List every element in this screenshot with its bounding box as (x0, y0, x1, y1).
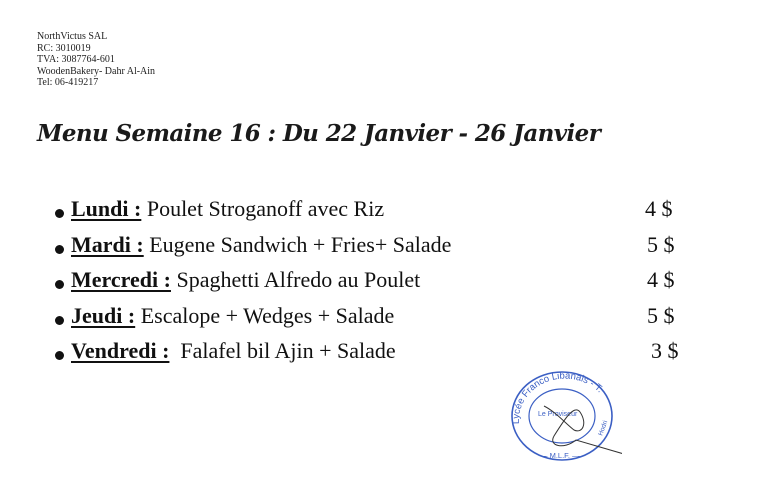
company-rc: RC: 3010019 (37, 42, 91, 54)
menu-price: 4 $ (647, 267, 675, 292)
stamp-top-text: Lycée Franco Libanais - T. (510, 370, 606, 425)
school-stamp (504, 366, 622, 464)
menu-item-text (71, 303, 394, 329)
bullet-icon (55, 245, 64, 254)
bullet-icon (55, 209, 64, 218)
menu-day: Mardi : (71, 231, 144, 257)
company-tva: TVA: 3087764-601 (37, 54, 115, 65)
menu-title: Menu Semaine 16 : Du 22 Janvier - 26 Janvier (37, 120, 601, 147)
menu-item-text (71, 196, 384, 222)
menu-item-mardi (55, 232, 695, 268)
company-address: WoodenBakery- Dahr Al-Ain (37, 65, 156, 77)
menu-item-jeudi (55, 303, 695, 339)
bullet-icon (55, 351, 64, 360)
menu-item-text (71, 338, 396, 364)
menu-price: 5 $ (647, 302, 675, 328)
menu-day: Mercredi : (71, 267, 171, 292)
menu-item-lundi (55, 196, 695, 232)
menu-day: Vendredi : (71, 338, 170, 363)
menu-item-text (71, 232, 451, 258)
company-header (37, 31, 155, 89)
stamp-right-text: Hodri (597, 419, 610, 437)
menu-dish: Escalope + Wedges + Salade (140, 302, 395, 328)
menu-list (55, 196, 695, 374)
stamp-center-text: Le Proviseur (538, 411, 578, 418)
company-name: NorthVictus SAL (37, 31, 108, 42)
menu-dish: Eugene Sandwich + Fries+ Salade (149, 231, 452, 257)
company-phone: Tel: 06-419217 (37, 77, 99, 88)
menu-item-mercredi (55, 267, 695, 303)
bullet-icon (55, 280, 64, 289)
menu-price: 3 $ (651, 338, 679, 363)
menu-item-text (71, 267, 420, 293)
bullet-icon (55, 316, 64, 325)
menu-price: 4 $ (645, 196, 673, 221)
menu-day: Lundi : (71, 196, 142, 221)
menu-dish: Falafel bil Ajin + Salade (174, 338, 396, 363)
menu-day: Jeudi : (71, 302, 136, 328)
menu-dish: Poulet Stroganoff avec Riz (146, 196, 385, 221)
stamp-bottom-text: — M.L.F. — (540, 451, 580, 460)
menu-dish: Spaghetti Alfredo au Poulet (176, 267, 421, 292)
menu-price: 5 $ (647, 231, 675, 257)
